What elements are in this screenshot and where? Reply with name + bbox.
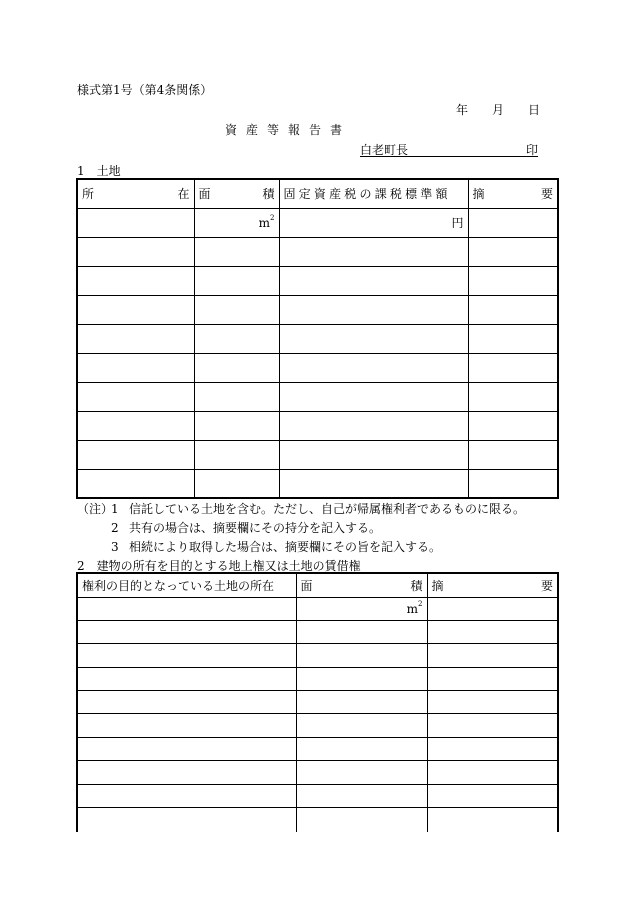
area-cell[interactable] [194,382,279,411]
remarks-cell[interactable] [427,761,558,784]
col-area: 面 積 [296,573,427,597]
area-cell[interactable] [296,808,427,832]
col-land-location: 権利の目的となっている土地の所在 [77,573,296,597]
remarks-cell[interactable] [468,411,558,440]
tax-base-cell[interactable]: 円 [279,208,468,237]
addressee-line [360,141,538,157]
tax-base-cell[interactable] [279,324,468,353]
table-row [77,761,558,784]
area-cell[interactable]: $m^2$ [296,597,427,620]
area-cell[interactable] [194,440,279,469]
col-area: 面 積 [194,179,279,208]
land-table-header [77,179,558,208]
remarks-cell[interactable] [427,808,558,832]
land-location-cell[interactable] [77,714,296,737]
location-cell[interactable] [77,382,194,411]
tax-base-cell[interactable] [279,266,468,295]
remarks-cell[interactable] [468,324,558,353]
tax-base-cell[interactable] [279,440,468,469]
land-location-cell[interactable] [77,784,296,807]
area-cell[interactable] [194,353,279,382]
table-row [77,382,558,411]
table-row [77,597,558,620]
table-row [77,237,558,266]
table-row [77,411,558,440]
tax-base-cell[interactable] [279,382,468,411]
table-row [77,295,558,324]
land-location-cell[interactable] [77,644,296,667]
leasehold-table-header [77,573,558,597]
table-row [77,620,558,643]
remarks-cell[interactable] [468,295,558,324]
area-cell[interactable] [296,691,427,714]
table-row [77,737,558,760]
location-cell[interactable] [77,237,194,266]
remarks-cell[interactable] [427,597,558,620]
tax-base-cell[interactable] [279,469,468,498]
land-location-cell[interactable] [77,808,296,832]
table-row [77,440,558,469]
tax-base-cell[interactable] [279,295,468,324]
land-table [76,178,559,499]
remarks-cell[interactable] [427,620,558,643]
tax-base-cell[interactable] [279,237,468,266]
land-location-cell[interactable] [77,667,296,690]
table-row [77,208,558,237]
tax-base-cell[interactable] [279,353,468,382]
remarks-cell[interactable] [468,208,558,237]
tax-base-cell[interactable] [279,411,468,440]
col-remarks: 摘 要 [468,179,558,208]
table-row [77,353,558,382]
remarks-cell[interactable] [468,382,558,411]
page-title: 資産等報告書 [225,123,352,137]
area-cell[interactable] [194,295,279,324]
date-day: 日 [528,103,541,117]
table-row [77,644,558,667]
remarks-cell[interactable] [427,667,558,690]
area-cell[interactable] [194,469,279,498]
land-location-cell[interactable] [77,737,296,760]
land-location-cell[interactable] [77,597,296,620]
note-3: 3 相続により取得した場合は、摘要欄にその旨を記入する。 [111,540,442,554]
section2-heading: 2 建物の所有を目的とする地上権又は土地の賃借権 [77,559,361,573]
remarks-cell[interactable] [468,440,558,469]
area-cell[interactable] [194,411,279,440]
col-location: 所 在 [77,179,194,208]
table-row [77,324,558,353]
area-cell[interactable] [296,620,427,643]
location-cell[interactable] [77,469,194,498]
table-row [77,266,558,295]
remarks-cell[interactable] [427,644,558,667]
col-remarks: 摘 要 [427,573,558,597]
area-cell[interactable] [296,714,427,737]
date-month: 月 [492,103,505,117]
area-cell[interactable] [296,784,427,807]
area-cell[interactable] [296,644,427,667]
location-cell[interactable] [77,353,194,382]
land-location-cell[interactable] [77,761,296,784]
land-location-cell[interactable] [77,691,296,714]
area-cell[interactable] [296,667,427,690]
remarks-cell[interactable] [468,469,558,498]
remarks-cell[interactable] [468,237,558,266]
date-year: 年 [456,103,469,117]
leasehold-table [76,572,559,832]
table-row [77,808,558,832]
area-cell[interactable] [296,761,427,784]
location-cell[interactable] [77,295,194,324]
remarks-cell[interactable] [468,266,558,295]
area-cell[interactable] [194,237,279,266]
note-2: 2 共有の場合は、摘要欄にその持分を記入する。 [111,521,382,535]
area-cell[interactable] [194,266,279,295]
location-cell[interactable] [77,324,194,353]
location-cell[interactable] [77,266,194,295]
form-number: 様式第1号（第4条関係） [77,83,213,97]
remarks-cell[interactable] [427,691,558,714]
note-1: （注）1 信託している土地を含む。ただし、自己が帰属権利者であるものに限る。 [77,502,526,516]
addressee-town: 白老町長 [360,143,409,157]
table-row [77,784,558,807]
table-row [77,714,558,737]
area-cell[interactable]: $m^2$ [194,208,279,237]
seal-mark: 印 [525,143,538,157]
remarks-cell[interactable] [427,784,558,807]
area-cell[interactable] [296,737,427,760]
location-cell[interactable] [77,440,194,469]
table-row [77,691,558,714]
table-row [77,667,558,690]
location-cell[interactable] [77,411,194,440]
remarks-cell[interactable] [468,353,558,382]
table-row [77,469,558,498]
remarks-cell[interactable] [427,714,558,737]
land-location-cell[interactable] [77,620,296,643]
section1-heading: 1 土地 [77,164,121,178]
area-cell[interactable] [194,324,279,353]
remarks-cell[interactable] [427,737,558,760]
col-tax-base: 固定資産税の課税標準額 [279,179,468,208]
location-cell[interactable] [77,208,194,237]
